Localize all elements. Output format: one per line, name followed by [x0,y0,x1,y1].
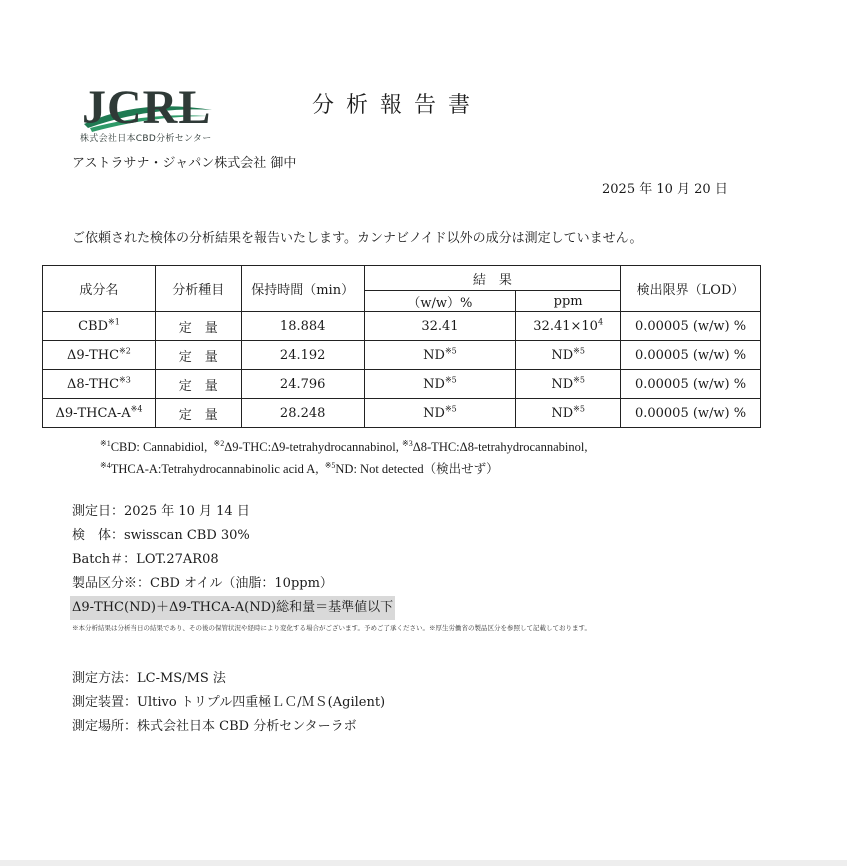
footnote-line-2 [100,458,587,480]
cell-retention-time: 24.192 [241,341,364,370]
measurement-method: 測定方法：LC-MS/MS 法 [72,671,226,686]
header-analysis-type: 分析種目 [155,266,241,312]
cell-result-ww [364,399,516,428]
result-ppm-value: ND [551,376,574,392]
cell-component [43,341,156,370]
footnote-mark: ※2 [119,346,131,356]
table-row [43,370,761,399]
conclusion-line [72,596,395,620]
component-name: Δ9-THC [67,347,120,363]
cell-retention-time: 28.248 [241,399,364,428]
component-name: CBD [78,318,108,334]
footnote-mark: ※1 [108,317,120,327]
footnote-text: THCA-A:Tetrahydrocannabinolic acid A, [110,462,319,476]
result-ppm-value: ND [551,405,574,421]
measurement-place: 測定場所：株式会社日本 CBD 分析センターラボ [72,719,357,734]
footnote-mark: ※2 [213,438,225,448]
header-result-ww: （w/w）% [364,291,516,312]
header-component: 成分名 [43,266,156,312]
footnote-text: Δ8-THC:Δ8-tetrahydrocannabinol, [412,440,588,454]
cell-lod: 0.00005 (w/w) % [621,370,761,399]
result-ppm-value: ND [551,347,574,363]
cell-result-ww [364,312,516,341]
result-ww-value: ND [423,347,445,363]
cell-result-ww [364,341,516,370]
logo-company-name: 株式会社日本CBD分析センター [80,134,212,144]
footnote-mark: ※5 [444,346,457,356]
logo-text: JCRL [82,81,212,134]
batch-number: Batch＃：LOT.27AR08 [72,552,219,567]
table-row [43,312,761,341]
footnote-mark: ※5 [444,375,457,385]
result-ww-value: ND [423,405,445,421]
cell-component [43,399,156,428]
header-result: 結 果 [364,266,620,291]
sample-name: 検 体：swisscan CBD 30% [72,528,250,543]
cell-result-ppm [516,370,621,399]
table-row [43,399,761,428]
footnote-mark: ※5 [573,404,585,414]
addressee: アストラサナ・ジャパン株式会社 御中 [72,156,297,171]
footnote-line-1 [100,436,587,458]
footnote-mark: ※5 [573,346,585,356]
table-footnotes [100,436,587,480]
footnote-mark: ※3 [402,438,413,448]
footnote-mark: ※5 [324,460,336,470]
measurement-device: 測定装置：Ultivo トリプル四重極ＬＣ/ＭＳ(Agilent) [72,695,386,710]
result-ppm-value: 32.41×10 [533,318,598,334]
cell-result-ppm [516,312,621,341]
sample-info [72,500,395,620]
footnote-text: Δ9-THC:Δ9-tetrahydrocannabinol, [224,440,399,454]
cell-analysis-type: 定 量 [155,341,241,370]
table-row [43,341,761,370]
footnote-mark: ※4 [100,460,111,470]
cell-retention-time: 24.796 [241,370,364,399]
cell-analysis-type: 定 量 [155,312,241,341]
cell-analysis-type: 定 量 [155,399,241,428]
component-name: Δ8-THC [67,376,120,392]
cell-component [43,370,156,399]
footnote-mark: ※1 [100,438,111,448]
company-logo [80,81,220,146]
cell-lod: 0.00005 (w/w) % [621,399,761,428]
cell-result-ww [364,370,516,399]
cell-retention-time: 18.884 [241,312,364,341]
intro-text: ご依頼された検体の分析結果を報告いたします。カンナビノイド以外の成分は測定していません。 [72,231,643,246]
header-retention-time: 保持時間（min） [241,266,364,312]
method-info [72,667,385,739]
disclaimer-note: ※本分析結果は分析当日の結果であり、その後の保管状況や経時により変化する場合がございます。予めご了承ください。※厚生労働省の製品区分を参照して記載しております。 [72,624,591,632]
exponent: 4 [597,317,604,327]
product-category: 製品区分※：CBD オイル（油脂：10ppm） [72,576,333,591]
results-table [42,265,761,428]
page-bottom-edge [0,860,847,866]
header-result-ppm: ppm [516,291,621,312]
result-ww-value: 32.41 [421,318,459,334]
cell-result-ppm [516,341,621,370]
component-name: Δ9-THCA-A [55,405,131,421]
report-date: 2025 年 10 月 20 日 [602,182,728,197]
footnote-text: ND: Not detected（検出せず） [335,462,499,476]
footnote-mark: ※4 [130,404,143,414]
cell-lod: 0.00005 (w/w) % [621,312,761,341]
cell-result-ppm [516,399,621,428]
result-ww-value: ND [423,376,445,392]
cell-analysis-type: 定 量 [155,370,241,399]
footnote-mark: ※3 [119,375,131,385]
footnote-text: CBD: Cannabidiol, [110,440,208,454]
cell-component [43,312,156,341]
footnote-mark: ※5 [444,404,457,414]
document-title: 分析報告書 [312,93,483,118]
header-lod: 検出限界（LOD） [621,266,761,312]
footnote-mark: ※5 [573,375,585,385]
cell-lod: 0.00005 (w/w) % [621,341,761,370]
conclusion-highlight: Δ9-THC(ND)＋Δ9-THCA-A(ND)総和量＝基準値以下 [70,596,395,620]
measure-date: 測定日：2025 年 10 月 14 日 [72,504,250,519]
